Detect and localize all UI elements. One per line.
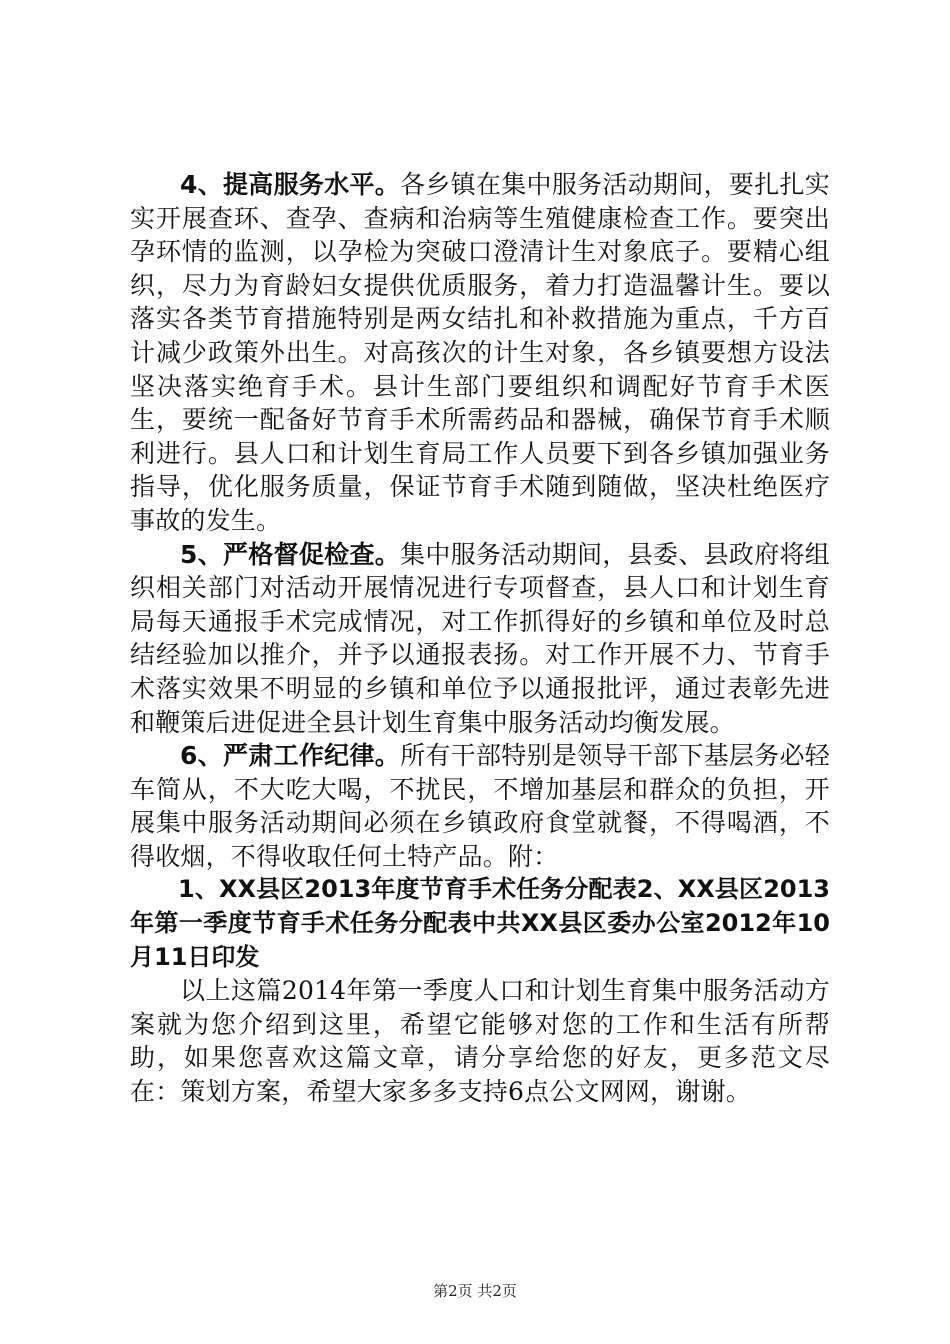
paragraph-service-level — [130, 168, 830, 538]
document-body — [130, 168, 830, 1109]
paragraph-heading: 6、严肃工作纪律。 — [180, 741, 401, 771]
paragraph-text: 所有干部特别是领导干部下基层务必轻车简从，不大吃大喝，不扰民，不增加基层和群众的负担，开展集中服务活动期间必须在乡镇政府食堂就餐，不得喝酒，不得收烟，不得收取任何土特产品。附： — [130, 741, 830, 871]
attachments-paragraph: 1、XX县区2013年度节育手术任务分配表2、XX县区2013年第一季度节育手术任务分配表中共XX县区委办公室2012年10月11日印发 — [130, 875, 830, 971]
closing-paragraph: 以上这篇2014年第一季度人口和计划生育集中服务活动方案就为您介绍到这里，希望它能够对您的工作和生活有所帮助，如果您喜欢这篇文章，请分享给您的好友，更多范文尽在：策划方案，希望大家多多支持6点公文网网，谢谢。 — [130, 976, 830, 1107]
paragraph-text: 集中服务活动期间，县委、县政府将组织相关部门对活动开展情况进行专项督查，县人口和计划生育局每天通报手术完成情况，对工作抓得好的乡镇和单位及时总结经验加以推介，并予以通报表扬。对工作开展不力、节育手术落实效果不明显的乡镇和单位予以通报批评，通过表彰先进和鞭策后进促进全县计划生育集中服务活动均衡发展。 — [130, 539, 830, 737]
paragraph-heading: 5、严格督促检查。 — [180, 539, 401, 569]
paragraph-inspection — [130, 538, 830, 740]
page-footer: 第2页 共2页 — [433, 1282, 517, 1300]
paragraph-heading: 4、提高服务水平。 — [180, 170, 401, 199]
paragraph-text: 各乡镇在集中服务活动期间，要扎扎实实开展查环、查孕、查病和治病等生殖健康检查工作。要突出孕环情的监测，以孕检为突破口澄清计生对象底子。要精心组织，尽力为育龄妇女提供优质服务，着力打造温馨计生。要以落实各类节育措施特别是两女结扎和补救措施为重点，千方百计减少政策外出生。对高孩次的计生对象，各乡镇要想方设法坚决落实绝育手术。县计生部门要组织和调配好节育手术医生，要统一配备好节育手术所需药品和器械，确保节育手术顺利进行。县人口和计划生育局工作人员要下到各乡镇加强业务指导，优化服务质量，保证节育手术随到随做，坚决杜绝医疗事故的发生。 — [130, 170, 830, 535]
paragraph-discipline — [130, 739, 830, 873]
